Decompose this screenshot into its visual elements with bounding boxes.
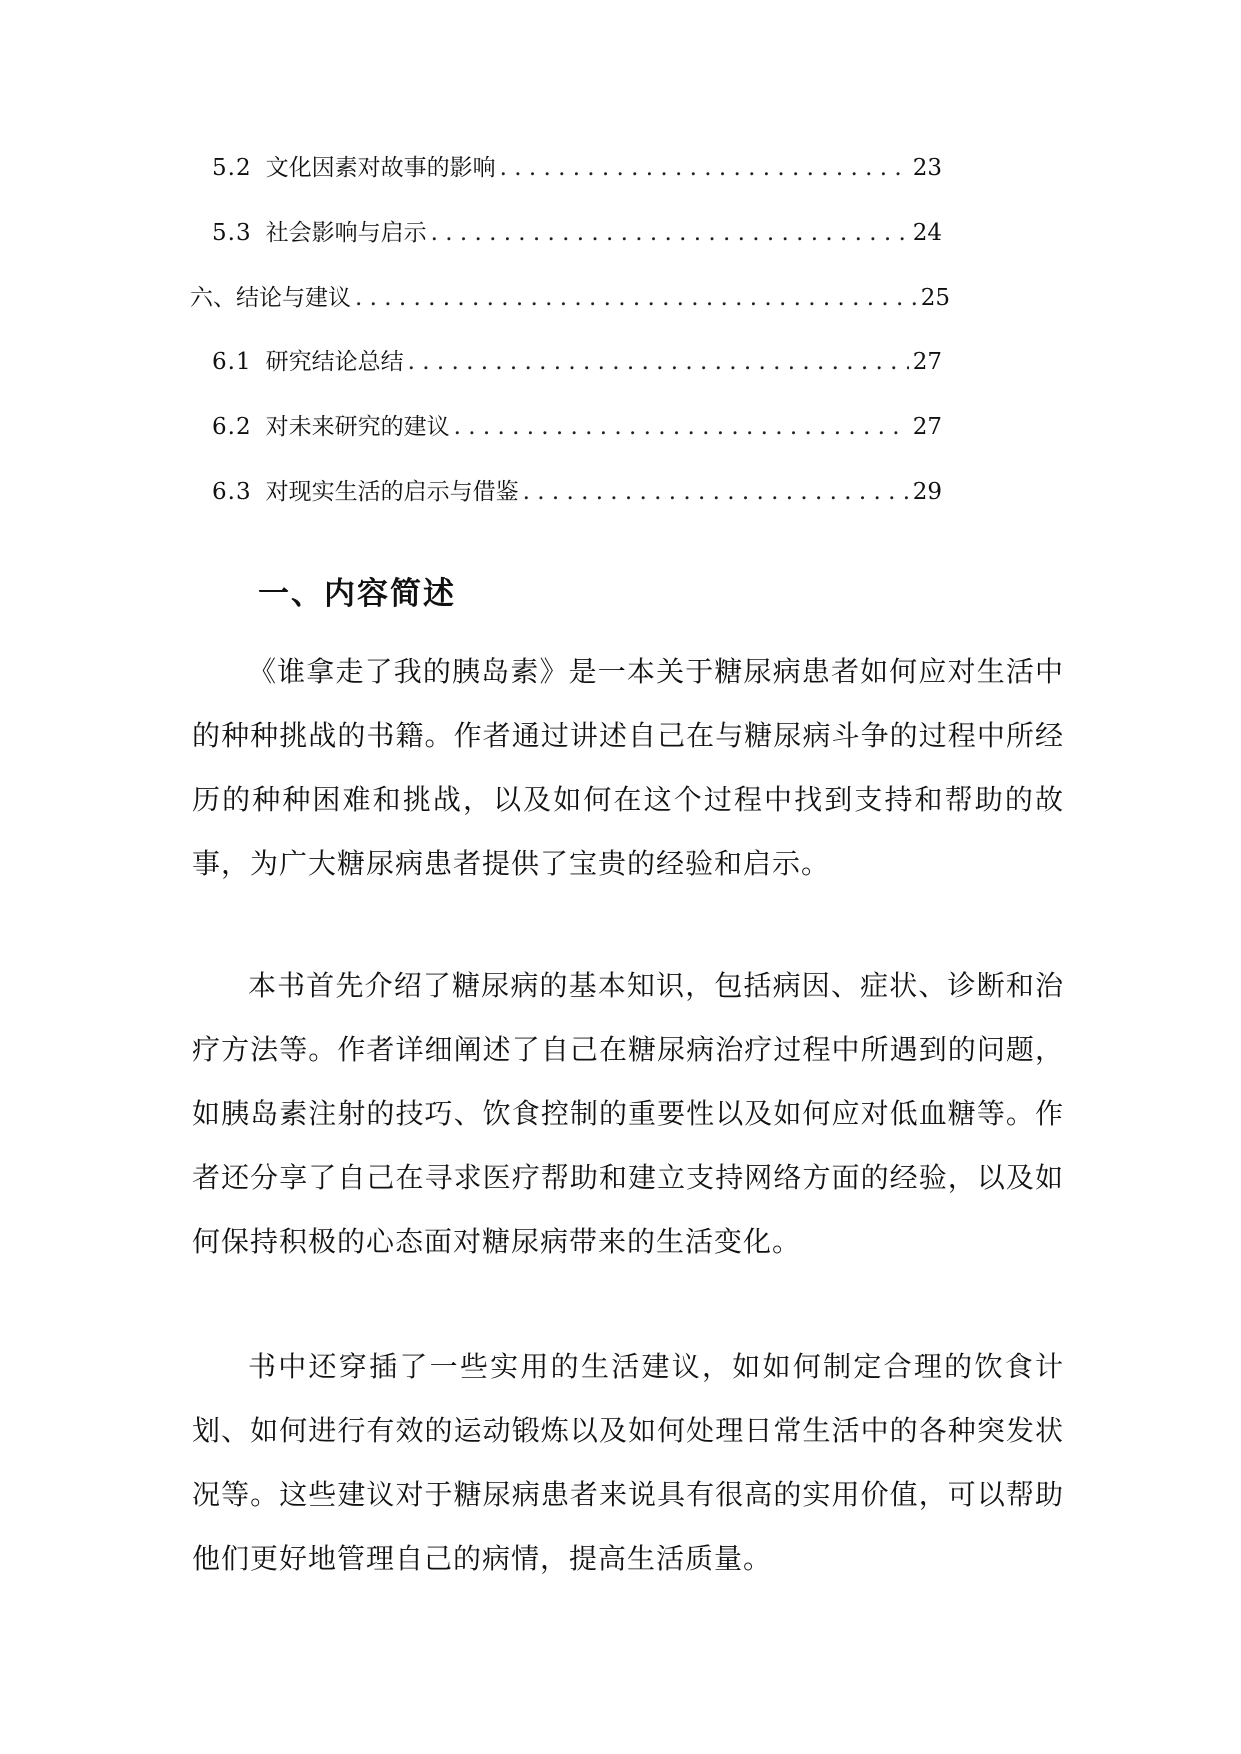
toc-entry[interactable] — [212, 407, 942, 447]
toc-entry-page: 27 — [912, 349, 942, 375]
toc-entry-title: 六、结论与建议 — [190, 285, 351, 311]
toc-entry[interactable] — [212, 342, 942, 382]
toc-entry-number: 5.3 — [212, 220, 252, 246]
toc-entry-number: 6.2 — [212, 414, 252, 440]
toc-leader-dots — [454, 407, 909, 447]
toc-entry-page: 23 — [912, 155, 942, 181]
toc-entry-title: 研究结论总结 — [265, 349, 404, 375]
toc-entry[interactable] — [190, 278, 950, 318]
toc-entry-page: 27 — [912, 414, 942, 440]
toc-leader-dots — [355, 278, 917, 318]
toc-leader-dots — [523, 472, 909, 512]
paragraph: 本书首先介绍了糖尿病的基本知识，包括病因、症状、诊断和治疗方法等。作者详细阐述了自己在糖尿病治疗过程中所遇到的问题，如胰岛素注射的技巧、饮食控制的重要性以及如何应对低血糖等。作者还分享了自己在寻求医疗帮助和建立支持网络方面的经验，以及如何保持积极的心态面对糖尿病带来的生活变化。 — [192, 969, 1064, 1258]
toc-leader-dots — [431, 213, 909, 253]
toc-entry[interactable] — [212, 472, 942, 512]
paragraph: 《谁拿走了我的胰岛素》是一本关于糖尿病患者如何应对生活中的种种挑战的书籍。作者通过讲述自己在与糖尿病斗争的过程中所经历的种种困难和挑战，以及如何在这个过程中找到支持和帮助的故事，为广大糖尿病患者提供了宝贵的经验和启示。 — [192, 655, 1064, 880]
toc-entry-title: 文化因素对故事的影响 — [265, 155, 496, 181]
toc-entry-page: 25 — [920, 285, 950, 311]
toc-entry[interactable] — [212, 213, 942, 253]
section-heading: 一、内容简述 — [258, 576, 456, 612]
toc-entry-number: 6.1 — [212, 349, 252, 375]
toc-entry-title: 对现实生活的启示与借鉴 — [265, 479, 519, 505]
toc-leader-dots — [408, 342, 909, 382]
toc-entry-page: 29 — [912, 479, 942, 505]
toc-entry-number: 5.2 — [212, 155, 252, 181]
toc-entry-page: 24 — [912, 220, 942, 246]
toc-entry-number: 6.3 — [212, 479, 252, 505]
toc-entry[interactable] — [212, 148, 942, 188]
toc-leader-dots — [500, 148, 909, 188]
toc-entry-title: 对未来研究的建议 — [265, 414, 450, 440]
toc-entry-title: 社会影响与启示 — [265, 220, 427, 246]
paragraph: 书中还穿插了一些实用的生活建议，如如何制定合理的饮食计划、如何进行有效的运动锻炼以及如何处理日常生活中的各种突发状况等。这些建议对于糖尿病患者来说具有很高的实用价值，可以帮助他们更好地管理自己的病情，提高生活质量。 — [192, 1350, 1064, 1575]
